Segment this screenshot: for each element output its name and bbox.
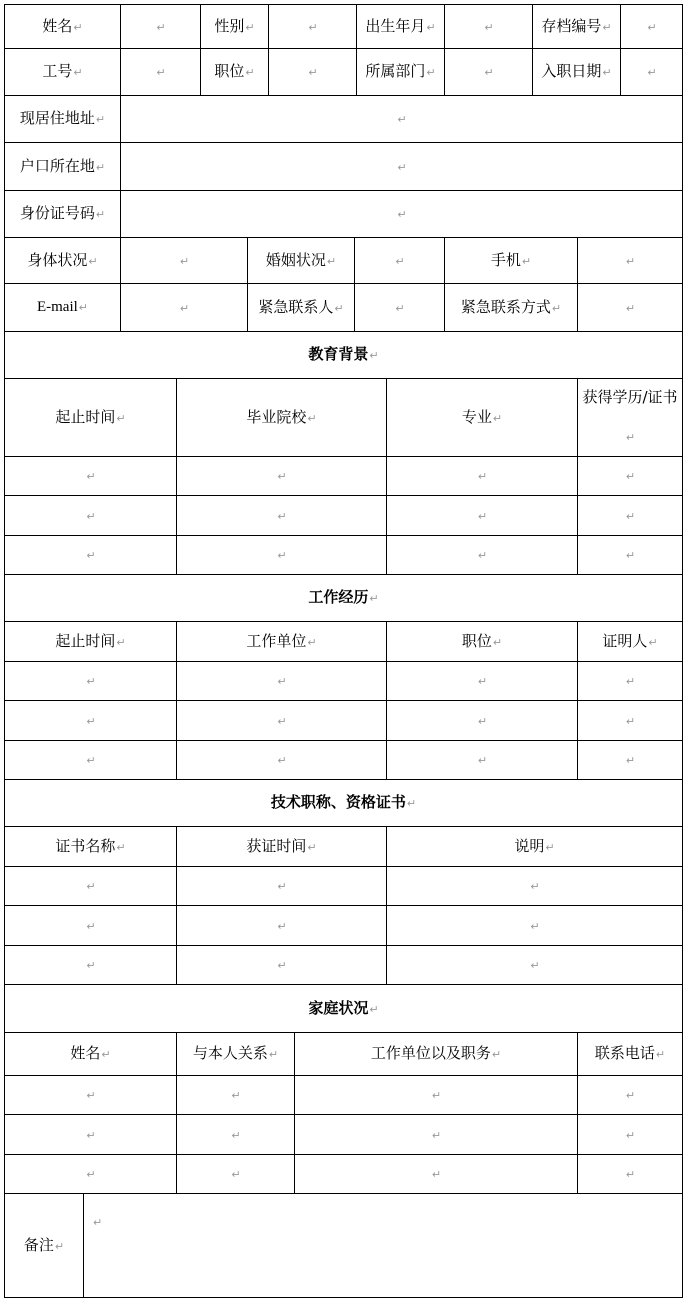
cell-text: 性别 ↵ <box>214 7 254 47</box>
paragraph-mark-icon <box>625 661 635 701</box>
input-cell[interactable] <box>120 283 248 332</box>
input-cell[interactable] <box>577 283 683 332</box>
input-cell[interactable] <box>176 661 387 701</box>
label-emergency_phone <box>444 283 578 332</box>
paragraph-mark-icon <box>85 1154 95 1194</box>
paragraph-mark-icon <box>625 456 635 496</box>
input-cell[interactable] <box>176 1114 295 1155</box>
label-current_address <box>4 95 121 143</box>
cell-text: 毕业院校 ↵ <box>246 398 316 438</box>
input-cell[interactable] <box>4 945 177 985</box>
input-cell[interactable] <box>386 945 683 985</box>
label-id_number <box>4 190 121 238</box>
input-cell[interactable] <box>120 142 683 191</box>
cell-text: E-mail ↵ <box>37 288 88 328</box>
cell-text: 所属部门 ↵ <box>365 52 435 92</box>
paragraph-mark-icon <box>625 1115 635 1155</box>
paragraph-mark-icon <box>230 1115 240 1155</box>
input-cell[interactable] <box>176 905 387 946</box>
cell-text: 职位 ↵ <box>214 52 254 92</box>
input-cell[interactable] <box>577 1154 683 1194</box>
input-cell[interactable] <box>444 4 533 49</box>
input-cell[interactable] <box>386 700 578 741</box>
input-cell[interactable] <box>120 4 201 49</box>
paragraph-mark-icon <box>276 701 286 741</box>
input-cell[interactable] <box>577 495 683 536</box>
column-header <box>176 378 387 457</box>
remarks-input[interactable] <box>83 1193 683 1298</box>
paragraph-mark-icon <box>155 52 165 92</box>
paragraph-mark-icon <box>276 456 286 496</box>
paragraph-mark-icon <box>625 740 635 780</box>
label-department <box>356 48 445 96</box>
paragraph-mark-icon <box>646 52 656 92</box>
paragraph-mark-icon <box>477 496 487 536</box>
input-cell[interactable] <box>386 866 683 906</box>
label-marital_status <box>247 237 355 284</box>
input-cell[interactable] <box>386 661 578 701</box>
label-gender <box>200 4 269 49</box>
cell-text: 出生年月 ↵ <box>365 7 435 47</box>
input-cell[interactable] <box>4 1075 177 1115</box>
input-cell[interactable] <box>4 740 177 780</box>
label-emergency_contact <box>247 283 355 332</box>
column-header <box>294 1032 578 1076</box>
paragraph-mark-icon <box>396 147 406 187</box>
cell-text: 说明 ↵ <box>514 827 554 867</box>
label-employee_id <box>4 48 121 96</box>
cell-text: 获得学历/证书 ↵ <box>582 378 678 457</box>
label-position <box>200 48 269 96</box>
input-cell[interactable] <box>268 48 357 96</box>
paragraph-mark-icon <box>85 701 95 741</box>
section-title-work <box>4 574 683 622</box>
paragraph-mark-icon <box>625 1154 635 1194</box>
paragraph-mark-icon <box>85 535 95 575</box>
paragraph-mark-icon <box>477 740 487 780</box>
input-cell[interactable] <box>386 740 578 780</box>
paragraph-mark-icon <box>477 535 487 575</box>
label-birth_date <box>356 4 445 49</box>
paragraph-mark-icon <box>85 740 95 780</box>
input-cell[interactable] <box>386 495 578 536</box>
section-title-certificates <box>4 779 683 827</box>
paragraph-mark-icon <box>276 496 286 536</box>
paragraph-mark-icon <box>483 52 493 92</box>
paragraph-mark-icon <box>85 1115 95 1155</box>
cell-text: 入职日期 ↵ <box>541 52 611 92</box>
cell-text: 职位 ↵ <box>462 622 502 662</box>
cell-text: 工作经历 ↵ <box>308 578 378 618</box>
paragraph-mark-icon <box>625 288 635 328</box>
input-cell[interactable] <box>120 95 683 143</box>
paragraph-mark-icon <box>276 945 286 985</box>
label-remarks <box>4 1193 84 1298</box>
paragraph-mark-icon <box>92 1202 102 1242</box>
input-cell[interactable] <box>4 866 177 906</box>
input-cell[interactable] <box>577 661 683 701</box>
column-header <box>386 621 578 662</box>
column-header <box>4 1032 177 1076</box>
paragraph-mark-icon <box>230 1075 240 1115</box>
input-cell[interactable] <box>4 1154 177 1194</box>
cell-text: 姓名 ↵ <box>70 1034 110 1074</box>
paragraph-mark-icon <box>85 496 95 536</box>
cell-text: 身份证号码 ↵ <box>20 194 105 234</box>
cell-text: 姓名 ↵ <box>42 7 82 47</box>
cell-text: 存档编号 ↵ <box>541 7 611 47</box>
paragraph-mark-icon <box>276 906 286 946</box>
column-header <box>577 621 683 662</box>
input-cell[interactable] <box>386 456 578 496</box>
input-cell[interactable] <box>386 535 578 575</box>
paragraph-mark-icon <box>276 866 286 906</box>
paragraph-mark-icon <box>625 701 635 741</box>
paragraph-mark-icon <box>85 1075 95 1115</box>
cell-text: 证书名称 ↵ <box>55 827 125 867</box>
paragraph-mark-icon <box>431 1075 441 1115</box>
input-cell[interactable] <box>620 4 683 49</box>
input-cell[interactable] <box>577 700 683 741</box>
input-cell[interactable] <box>176 495 387 536</box>
column-header <box>176 621 387 662</box>
label-name <box>4 4 121 49</box>
cell-text: 身体状况 ↵ <box>27 241 97 281</box>
input-cell[interactable] <box>4 905 177 946</box>
paragraph-mark-icon <box>625 241 635 281</box>
cell-text: 教育背景 ↵ <box>308 335 378 375</box>
paragraph-mark-icon <box>625 1075 635 1115</box>
paragraph-mark-icon <box>85 906 95 946</box>
paragraph-mark-icon <box>155 7 165 47</box>
input-cell[interactable] <box>577 1075 683 1115</box>
cell-text: 工作单位 ↵ <box>246 622 316 662</box>
input-cell[interactable] <box>577 1114 683 1155</box>
column-header <box>4 621 177 662</box>
input-cell[interactable] <box>176 535 387 575</box>
section-title-family <box>4 984 683 1033</box>
paragraph-mark-icon <box>230 1154 240 1194</box>
input-cell[interactable] <box>268 4 357 49</box>
cell-text: 紧急联系方式 ↵ <box>461 288 561 328</box>
column-header <box>577 1032 683 1076</box>
cell-text: 与本人关系 ↵ <box>193 1034 278 1074</box>
cell-text: 专业 ↵ <box>462 398 502 438</box>
label-household_registration <box>4 142 121 191</box>
input-cell[interactable] <box>120 48 201 96</box>
paragraph-mark-icon <box>529 906 539 946</box>
paragraph-mark-icon <box>85 866 95 906</box>
cell-text: 紧急联系人 ↵ <box>258 288 343 328</box>
column-header <box>4 378 177 457</box>
input-cell[interactable] <box>386 905 683 946</box>
input-cell[interactable] <box>4 495 177 536</box>
paragraph-mark-icon <box>307 7 317 47</box>
paragraph-mark-icon <box>396 194 406 234</box>
column-header <box>176 826 387 867</box>
cell-text: 起止时间 ↵ <box>55 622 125 662</box>
cell-text: 起止时间 ↵ <box>55 398 125 438</box>
paragraph-mark-icon <box>179 288 189 328</box>
cell-text: 工作单位以及职务 ↵ <box>371 1034 501 1074</box>
cell-text: 户口所在地 ↵ <box>20 147 105 187</box>
cell-text: 获证时间 ↵ <box>246 827 316 867</box>
input-cell[interactable] <box>577 535 683 575</box>
column-header <box>4 826 177 867</box>
paragraph-mark-icon <box>85 945 95 985</box>
input-cell[interactable] <box>4 661 177 701</box>
input-cell[interactable] <box>354 283 445 332</box>
paragraph-mark-icon <box>646 7 656 47</box>
column-header <box>386 826 683 867</box>
column-header <box>577 378 683 457</box>
input-cell[interactable] <box>176 1075 295 1115</box>
cell-text: 证明人 ↵ <box>602 622 657 662</box>
input-cell[interactable] <box>120 190 683 238</box>
paragraph-mark-icon <box>85 456 95 496</box>
input-cell[interactable] <box>577 740 683 780</box>
paragraph-mark-icon <box>307 52 317 92</box>
paragraph-mark-icon <box>529 866 539 906</box>
input-cell[interactable] <box>120 237 248 284</box>
paragraph-mark-icon <box>625 496 635 536</box>
cell-text: 婚姻状况 ↵ <box>266 241 336 281</box>
input-cell[interactable] <box>4 700 177 741</box>
column-header <box>386 378 578 457</box>
input-cell[interactable] <box>4 535 177 575</box>
label-hire_date <box>532 48 621 96</box>
paragraph-mark-icon <box>483 7 493 47</box>
input-cell[interactable] <box>577 456 683 496</box>
paragraph-mark-icon <box>529 945 539 985</box>
input-cell[interactable] <box>620 48 683 96</box>
cell-text: 备注 ↵ <box>24 1226 64 1266</box>
paragraph-mark-icon <box>276 661 286 701</box>
input-cell[interactable] <box>444 48 533 96</box>
input-cell[interactable] <box>176 866 387 906</box>
input-cell[interactable] <box>176 1154 295 1194</box>
cell-text: 工号 ↵ <box>42 52 82 92</box>
paragraph-mark-icon <box>394 288 404 328</box>
input-cell[interactable] <box>294 1075 578 1115</box>
input-cell[interactable] <box>176 456 387 496</box>
paragraph-mark-icon <box>477 456 487 496</box>
paragraph-mark-icon <box>431 1115 441 1155</box>
label-email <box>4 283 121 332</box>
input-cell[interactable] <box>4 456 177 496</box>
cell-text: 现居住地址 ↵ <box>20 99 105 139</box>
paragraph-mark-icon <box>396 99 406 139</box>
input-cell[interactable] <box>4 1114 177 1155</box>
paragraph-mark-icon <box>394 241 404 281</box>
label-mobile <box>444 237 578 284</box>
input-cell[interactable] <box>577 237 683 284</box>
input-cell[interactable] <box>294 1154 578 1194</box>
input-cell[interactable] <box>176 945 387 985</box>
input-cell[interactable] <box>176 740 387 780</box>
paragraph-mark-icon <box>431 1154 441 1194</box>
column-header <box>176 1032 295 1076</box>
cell-text: 技术职称、资格证书 ↵ <box>271 783 416 823</box>
paragraph-mark-icon <box>477 701 487 741</box>
paragraph-mark-icon <box>276 535 286 575</box>
input-cell[interactable] <box>354 237 445 284</box>
label-archive_no <box>532 4 621 49</box>
cell-text: 家庭状况 ↵ <box>308 989 378 1029</box>
paragraph-mark-icon <box>85 661 95 701</box>
paragraph-mark-icon <box>179 241 189 281</box>
cell-text: 联系电话 ↵ <box>595 1034 665 1074</box>
input-cell[interactable] <box>176 700 387 741</box>
label-health <box>4 237 121 284</box>
cell-text: 手机 ↵ <box>491 241 531 281</box>
paragraph-mark-icon <box>276 740 286 780</box>
paragraph-mark-icon <box>477 661 487 701</box>
paragraph-mark-icon <box>625 535 635 575</box>
section-title-education <box>4 331 683 379</box>
input-cell[interactable] <box>294 1114 578 1155</box>
